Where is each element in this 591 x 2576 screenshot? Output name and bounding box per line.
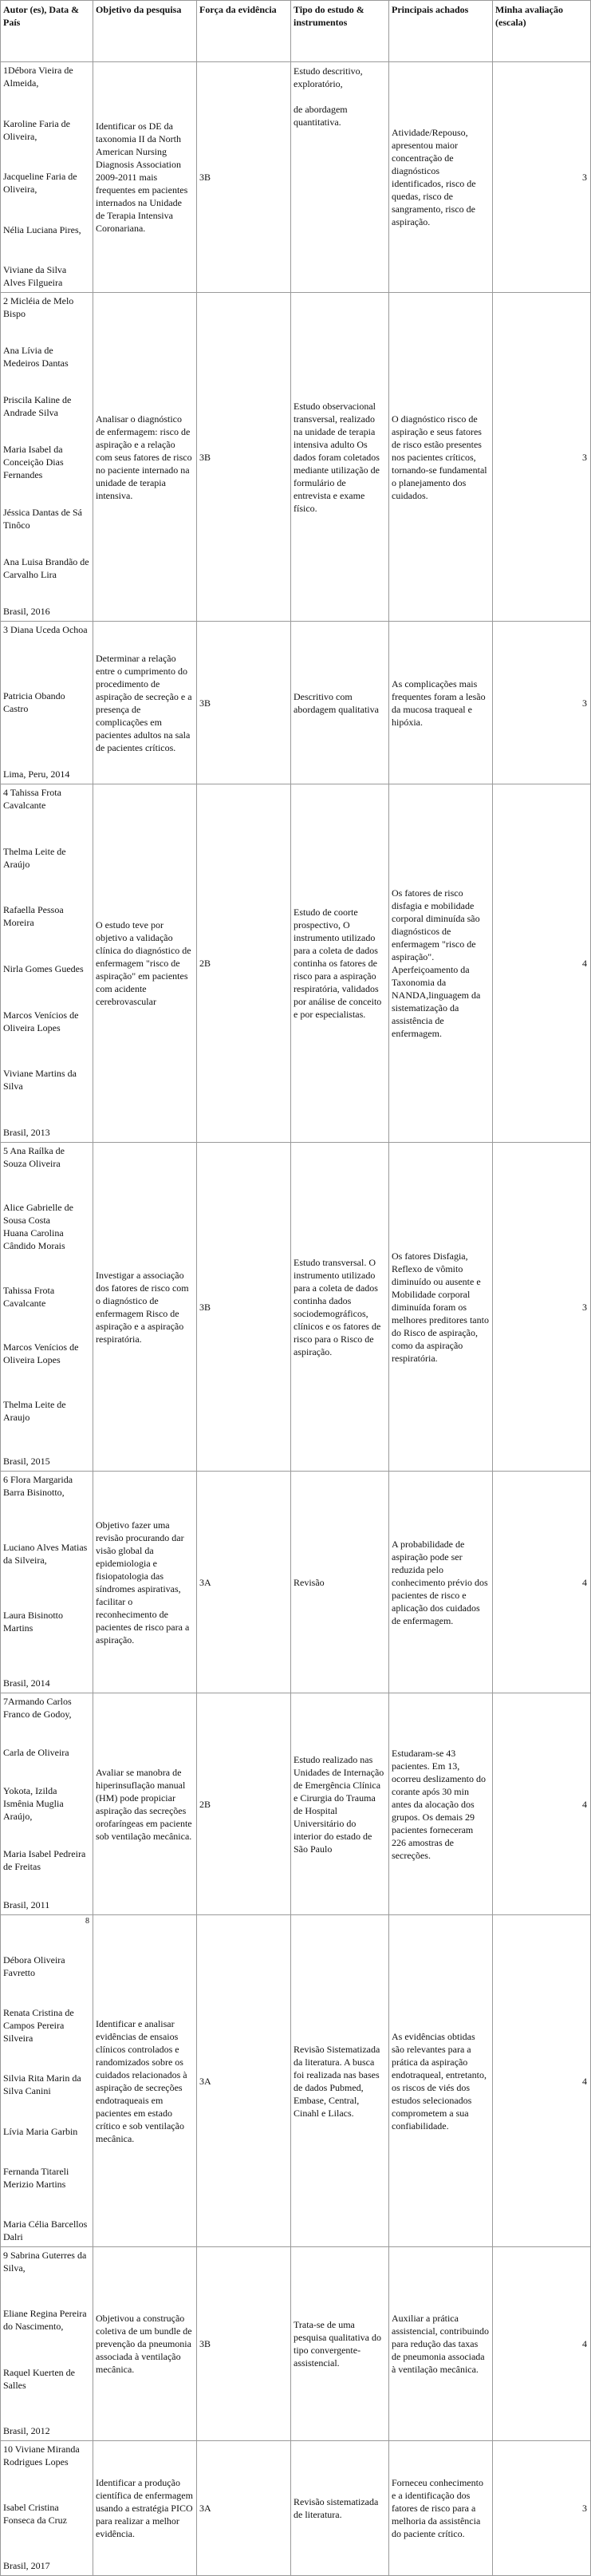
author-entry: 1Débora Vieira de Almeida, (3, 65, 73, 89)
authors-cell (0, 1472, 93, 1693)
study-type-text: Trata-se de uma pesquisa qualitativa do tipo convergente-assistencial. (294, 2319, 381, 2369)
objective-cell (93, 1143, 197, 1472)
author-entry: Rafaella Pessoa Moreira (3, 904, 64, 929)
author-entry: Thelma Leite de Araujo (3, 1398, 66, 1423)
study-type-cell (291, 1693, 389, 1915)
evidence-cell (197, 1915, 291, 2247)
rating-value: 4 (582, 2075, 587, 2087)
rating-cell (493, 622, 591, 784)
author-entry: Raquel Kuerten de Salles (3, 2366, 75, 2391)
study-type-text: Revisão Sistematizada da literatura. A busca foi realizada nas bases de dados Pubmed, Embase, Central, Cinahl e Lilacs. (294, 2043, 380, 2119)
rating-cell (493, 2247, 591, 2441)
study-type-text: Estudo observacional transversal, realizado na unidade de terapia intensiva adulto Os dados foram coletados mediante utilização de formulário de entrevista e exame físico. (294, 400, 380, 514)
rating-cell (493, 1472, 591, 1693)
findings-text: Atividade/Repouso, apresentou maior concentração de diagnósticos identificados, risco de quedas, risco de sangramento, risco de aspiração. (392, 127, 476, 227)
study-type-cell (291, 1915, 389, 2247)
study-type-cell (291, 784, 389, 1143)
evidence-cell (197, 622, 291, 784)
rating-cell (493, 1915, 591, 2247)
rating-value: 4 (582, 2338, 587, 2349)
author-entry: Brasil, 2011 (3, 1899, 50, 1910)
header-findings: Principais achados (389, 0, 493, 62)
author-entry: Brasil, 2017 (3, 2560, 50, 2571)
evidence-cell (197, 2441, 291, 2576)
findings-text: A probabilidade de aspiração pode ser reduzida pelo conhecimento prévio dos pacientes de risco e aplicação dos cuidados de enfermagem. (392, 1538, 488, 1626)
objective-text: O estudo teve por objetivo a validação clínica do diagnóstico de enfermagem "risco de aspiração" em pacientes com acidente cerebrovascular (96, 919, 191, 1007)
author-entry: 9 Sabrina Guterres da Silva, (3, 2250, 87, 2274)
author-entry: Priscila Kaline de Andrade Silva (3, 394, 72, 419)
authors-cell (0, 2441, 93, 2576)
authors-cell (0, 784, 93, 1143)
header-evidence: Força da evidência (197, 0, 291, 62)
evidence-level: 3A (199, 1576, 211, 1588)
study-type-cell (291, 293, 389, 622)
rating-value: 4 (582, 958, 587, 969)
author-entry: Nirla Gomes Guedes (3, 962, 84, 974)
author-entry: Brasil, 2013 (3, 1126, 50, 1138)
author-entry: Laura Bisinotto Martins (3, 1610, 63, 1634)
evidence-level: 3B (199, 2338, 211, 2349)
rating-value: 4 (582, 1798, 587, 1810)
objective-text: Avaliar se manobra de hiperinsuflação manual (HM) pode propiciar aspiração das secreções orofaríngeas em paciente sob ventilação mecânica. (96, 1766, 192, 1842)
author-entry: Maria Célia Barcellos Dalri (3, 2218, 88, 2242)
objective-cell (93, 62, 197, 293)
authors-cell (0, 1915, 93, 2247)
evidence-level: 3A (199, 2503, 211, 2514)
evidence-cell (197, 62, 291, 293)
findings-cell (389, 1472, 493, 1693)
author-entry: Ana Lívia de Medeiros Dantas (3, 345, 69, 369)
study-type-text: Estudo descritivo, exploratório, (294, 65, 363, 89)
study-type-cell (291, 62, 389, 293)
objective-text: Determinar a relação entre o cumprimento do procedimento de aspiração de secreção e a presença de complicações em pacientes adultos na sala de pacientes críticos. (96, 652, 192, 753)
evidence-level: 2B (199, 1798, 211, 1810)
objective-cell (93, 2247, 197, 2441)
author-entry: Lima, Peru, 2014 (3, 768, 70, 780)
objective-text: Identificar a produção científica de enfermagem usando a estratégia PICO para realizar a melhor evidência. (96, 2477, 193, 2539)
findings-cell (389, 1693, 493, 1915)
author-entry: Jéssica Dantas de Sá Tinôco (3, 506, 82, 531)
rating-cell (493, 1143, 591, 1472)
author-entry-group (3, 1201, 89, 1252)
study-type-text: Estudo realizado nas Unidades de Internação de Emergência Clínica e Cirurgia do Trauma de Hospital Universitário do interior do estado de São Paulo (294, 1753, 384, 1855)
author-entry: Isabel Cristina Fonseca da Cruz (3, 2502, 67, 2526)
rating-cell (493, 784, 591, 1143)
author-entry: Patricia Obando Castro (3, 689, 65, 714)
evidence-level: 3A (199, 2075, 211, 2087)
author-entry: 7Armando Carlos Franco de Godoy, (3, 1696, 72, 1720)
evidence-level: 3B (199, 697, 211, 709)
author-entry: 5 Ana Raílka de Souza Oliveira (3, 1145, 65, 1169)
study-type-cell (291, 1143, 389, 1472)
findings-cell (389, 1915, 493, 2247)
evidence-cell (197, 293, 291, 622)
authors-cell (0, 293, 93, 622)
author-entry: Débora Oliveira Favretto (3, 1954, 65, 1979)
findings-text: O diagnóstico risco de aspiração e seus fatores de risco estão presentes nos pacientes críticos, tornando-se fundamental o planejamento dos cuidados. (392, 413, 487, 501)
study-type-cell (291, 2247, 389, 2441)
author-entry: Brasil, 2016 (3, 605, 50, 617)
study-type-text: Estudo transversal. O instrumento utilizado para a coleta de dados continha dados sociodemográficos, clínicos e os fatores de risco para o Risco de aspiração. (294, 1256, 381, 1357)
evidence-cell (197, 1472, 291, 1693)
study-type-cell (291, 622, 389, 784)
header-authors: Autor (es), Data & País (0, 0, 93, 62)
findings-cell (389, 293, 493, 622)
header-study-type: Tipo do estudo & instrumentos (291, 0, 389, 62)
author-entry: Huana Carolina Cândido Morais (3, 1227, 65, 1252)
objective-cell (93, 1472, 197, 1693)
author-entry: Maria Isabel da Conceição Dias Fernandes (3, 444, 64, 481)
author-entry: Marcos Venícios de Oliveira Lopes (3, 1341, 79, 1366)
author-entry: Eliane Regina Pereira do Nascimento, (3, 2308, 87, 2333)
author-entry: Karoline Faria de Oliveira, (3, 117, 70, 142)
objective-cell (93, 1915, 197, 2247)
findings-cell (389, 62, 493, 293)
authors-cell (0, 2247, 93, 2441)
author-entry: Alice Gabrielle de Sousa Costa (3, 1202, 73, 1227)
objective-text: Identificar os DE da taxonomia II da North American Nursing Diagnosis Association 2009-2011 mais frequentes em pacientes internados na Unidade de Terapia Intensiva Coronariana. (96, 121, 188, 234)
authors-cell (0, 1693, 93, 1915)
objective-cell (93, 293, 197, 622)
header-rating: Minha avaliação (escala) (493, 0, 591, 62)
objective-cell (93, 784, 197, 1143)
author-entry: Viviane da Silva Alves Filgueira (3, 264, 67, 288)
rating-cell (493, 1693, 591, 1915)
evidence-cell (197, 1143, 291, 1472)
rating-value: 4 (582, 1576, 587, 1588)
study-type-cell (291, 1472, 389, 1693)
rating-cell (493, 62, 591, 293)
author-entry: Maria Isabel Pedreira de Freitas (3, 1848, 86, 1873)
author-entry: Brasil, 2012 (3, 2424, 50, 2436)
authors-cell (0, 622, 93, 784)
evidence-cell (197, 2247, 291, 2441)
author-entry: Tahissa Frota Cavalcante (3, 1284, 55, 1309)
findings-cell (389, 2441, 493, 2576)
author-entry: Yokota, Izilda Ismênia Muglia Araújo, (3, 1784, 64, 1822)
author-entry: 6 Flora Margarida Barra Bisinotto, (3, 1474, 73, 1498)
evidence-level: 2B (199, 958, 211, 969)
authors-cell (0, 1143, 93, 1472)
study-type-text: Revisão sistematizada de literatura. (294, 2496, 379, 2520)
findings-text: Os fatores de risco disfagia e mobilidade corporal diminuída são diagnósticos de enfermagem "risco de aspiração". Aperfeiçoamento da Taxonomia da NANDA,linguagem da sistematização da assistência de enfermagem. (392, 887, 481, 1039)
evidence-level: 3B (199, 172, 211, 183)
author-entry: Carla de Oliveira (3, 1746, 69, 1758)
findings-cell (389, 1143, 493, 1472)
author-entry: Ana Luisa Brandão de Carvalho Lira (3, 555, 89, 580)
author-entry: Jacqueline Faria de Oliveira, (3, 171, 77, 195)
study-type-text: Estudo de coorte prospectivo, O instrumento utilizado para a coleta de dados continha os fatores de risco para a aspiração respiratória, validados por análise de conceito e por especialistas. (294, 907, 382, 1020)
study-type-text: Descritivo com abordagem qualitativa (294, 690, 379, 715)
evidence-level: 3B (199, 1301, 211, 1313)
evidence-cell (197, 1693, 291, 1915)
header-objective: Objetivo da pesquisa (93, 0, 197, 62)
authors-cell (0, 62, 93, 293)
author-entry: Thelma Leite de Araújo (3, 845, 66, 870)
objective-text: Objetivou a construção coletiva de um bundle de prevenção da pneumonia associada à ventilação mecânica. (96, 2313, 192, 2375)
objective-cell (93, 622, 197, 784)
author-entry: Marcos Venícios de Oliveira Lopes (3, 1009, 79, 1033)
study-type-text: de abordagem quantitativa. (294, 104, 348, 128)
author-entry: Luciano Alves Matias da Silveira, (3, 1542, 88, 1566)
rating-value: 3 (582, 451, 587, 463)
rating-cell (493, 2441, 591, 2576)
objective-cell (93, 2441, 197, 2576)
study-type-cell (291, 2441, 389, 2576)
author-entry: 10 Viviane Miranda Rodrigues Lopes (3, 2444, 80, 2467)
author-entry: Silvia Rita Marin da Silva Canini (3, 2072, 81, 2097)
author-entry: 2 Micléia de Melo Bispo (3, 295, 74, 319)
findings-text: Estudaram-se 43 pacientes. Em 13, ocorreu deslizamento do corante após 30 min antes da alocação dos grupos. Os demais 29 pacientes forneceram 226 amostras de secreções. (392, 1747, 486, 1861)
objective-cell (93, 1693, 197, 1915)
author-entry: Lívia Maria Garbin (3, 2125, 78, 2137)
author-entry: Brasil, 2015 (3, 1455, 50, 1467)
rating-value: 3 (582, 697, 587, 709)
author-entry: Renata Cristina de Campos Pereira Silveira (3, 2007, 74, 2045)
rating-value: 3 (582, 2503, 587, 2514)
author-entry: Nélia Luciana Pires, (3, 223, 81, 235)
rating-value: 3 (582, 1301, 587, 1313)
rating-value: 3 (582, 172, 587, 183)
findings-cell (389, 784, 493, 1143)
evidence-cell (197, 784, 291, 1143)
objective-text: Objetivo fazer uma revisão procurando dar visão global da epidemiologia e fisiopatologia das síndromes aspirativas, facilitar o reconhecimento de pacientes de risco para a aspiração. (96, 1519, 190, 1646)
findings-text: As complicações mais frequentes foram a lesão da mucosa traqueal e hipóxia. (392, 678, 486, 728)
findings-text: Forneceu conhecimento e a identificação dos fatores de risco para a melhoria da assistência do paciente crítico. (392, 2477, 483, 2539)
author-entry: Brasil, 2014 (3, 1677, 50, 1689)
rating-cell (493, 293, 591, 622)
author-entry: Fernanda Titareli Merizio Martins (3, 2165, 69, 2190)
study-type-text: Revisão (294, 1576, 325, 1588)
author-entry: 3 Diana Uceda Ochoa (3, 624, 88, 635)
author-entry: 8 (85, 1917, 89, 1926)
objective-text: Analisar o diagnóstico de enfermagem: risco de aspiração e a relação com seus fatores de risco no paciente internado na unidade de terapia intensiva. (96, 413, 192, 501)
evidence-level: 3B (199, 451, 211, 463)
findings-cell (389, 622, 493, 784)
findings-cell (389, 2247, 493, 2441)
objective-text: Identificar e analisar evidências de ensaios clínicos controlados e randomizados sobre os cuidados relacionados à aspiração de secreções endotraqueais em pacientes em estado crítico e sob ventilação mecânica. (96, 2017, 187, 2144)
findings-text: Os fatores Disfagia, Reflexo de vômito diminuído ou ausente e Mobilidade corporal diminuída foram os melhores preditores tanto do Risco de aspiração, como da aspiração respiratória. (392, 1250, 489, 1364)
objective-text: Investigar a associação dos fatores de risco com o diagnóstico de enfermagem Risco de aspiração e a aspiração respiratória. (96, 1269, 189, 1345)
author-entry: 4 Tahissa Frota Cavalcante (3, 787, 61, 811)
findings-text: Auxiliar a prática assistencial, contribuindo para redução das taxas de pneumonia associada à ventilação mecânica. (392, 2313, 489, 2375)
findings-text: As evidências obtidas são relevantes para a prática da aspiração endotraqueal, entretanto, os riscos de viés dos estudos selecionados comprometem a sua confiabilidade. (392, 2030, 487, 2132)
author-entry: Viviane Martins da Silva (3, 1068, 77, 1092)
